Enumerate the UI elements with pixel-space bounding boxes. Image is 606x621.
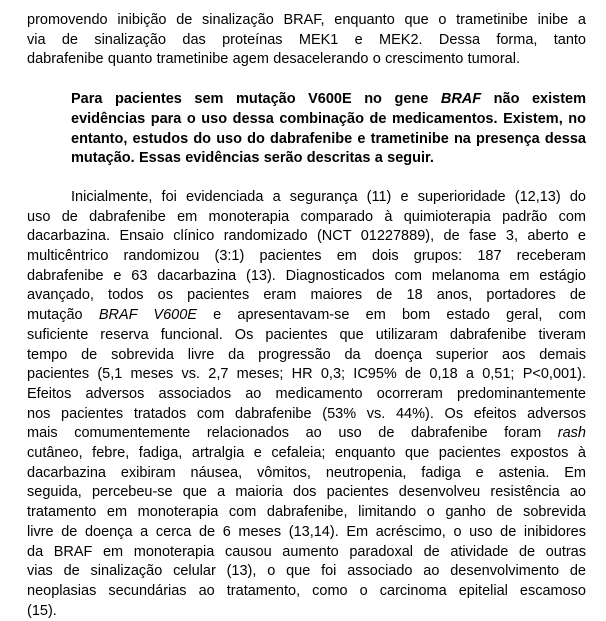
text-run: e apresentavam-se em bom estado geral, com <box>196 307 586 324</box>
text-line <box>27 424 586 444</box>
text-line: dacarbazina. Ensaio clínico randomizado (NCT 01227889), de fase 3, aberto e <box>27 228 586 245</box>
text-line: mutação. Essas evidências serão descritas a seguir. <box>71 150 434 167</box>
text-line: suficiente reserva funcional. Os pacientes que utilizaram dabrafenibe tiveram <box>27 326 586 343</box>
text-line: cutâneo, febre, fadiga, artralgia e cefaleia; enquanto que pacientes expostos à <box>27 445 586 462</box>
text-line: (15). <box>27 602 57 619</box>
text-line: avançado, todos os pacientes eram maiores de 18 anos, portadores de <box>27 287 586 304</box>
text-line: dacarbazina exibiram náusea, vômitos, neutropenia, fadiga e astenia. Em <box>27 464 586 481</box>
term-rash: rash <box>557 425 586 442</box>
text-line: Inicialmente, foi evidenciada a segurança (11) e superioridade (12,13) do <box>71 188 586 205</box>
text-run: mais comumentemente relacionados ao uso de dabrafenibe foram <box>27 425 558 442</box>
text-line: vias de sinalização celular (13), o que foi associado ao desenvolvimento de <box>27 563 586 580</box>
text-line <box>27 90 586 110</box>
text-line: entanto, estudos do uso do dabrafenibe e trametinibe na presença dessa <box>71 130 586 147</box>
paragraph-evidence <box>27 188 586 621</box>
text-line: via de sinalização das proteínas MEK1 e MEK2. Dessa forma, tanto <box>27 31 586 48</box>
text-line: nos pacientes tratados com dabrafenibe (53% vs. 44%). Os efeitos adversos <box>27 405 586 422</box>
paragraph-bold-note <box>27 90 586 169</box>
text-run: não existem <box>481 91 586 108</box>
text-line: uso de dabrafenibe em monoterapia comparado à quimioterapia padrão com <box>27 208 586 225</box>
gene-name: BRAF <box>440 91 482 108</box>
text-line: livre de doença a cerca de 6 meses (13,14). Em acréscimo, o uso de inibidores <box>27 523 586 540</box>
text-line: tempo de sobrevida livre da progressão da doença superior aos demais <box>27 346 586 363</box>
text-run: mutação <box>27 307 99 324</box>
text-line: Efeitos adversos associados ao medicamento ocorreram predominantemente <box>27 385 586 402</box>
text-line: dabrafenibe quanto trametinibe agem desacelerando o crescimento tumoral. <box>27 51 520 68</box>
text-line: da BRAF em monoterapia causou aumento paradoxal de atividade de outras <box>27 543 586 560</box>
text-line: multicêntrico randomizou (3:1) pacientes em dois grupos: 187 receberam <box>27 248 586 265</box>
text-line: pacientes (5,1 meses vs. 2,7 meses; HR 0,3; IC95% de 0,18 a 0,51; P<0,001). <box>27 366 586 383</box>
text-line: seguida, percebeu-se que a maioria dos pacientes desenvolveu resistência ao <box>27 484 586 501</box>
text-line: neoplasias secundárias ao tratamento, como o carcinoma epitelial escamoso <box>27 582 586 599</box>
text-line: dabrafenibe e 63 dacarbazina (13). Diagnosticados com melanoma em estágio <box>27 267 586 284</box>
paragraph-mechanism <box>27 11 586 70</box>
text-line <box>27 306 586 326</box>
gene-mutation: BRAF V600E <box>98 307 197 324</box>
text-line: evidências para o uso dessa combinação de medicamentos. Existem, no <box>71 110 586 127</box>
text-run: Para pacientes sem mutação V600E no gene <box>71 91 441 108</box>
text-line: tratamento em monoterapia com dabrafenibe, limitando o ganho de sobrevida <box>27 504 586 521</box>
text-line: promovendo inibição de sinalização BRAF, enquanto que o trametinibe inibe a <box>27 12 586 28</box>
